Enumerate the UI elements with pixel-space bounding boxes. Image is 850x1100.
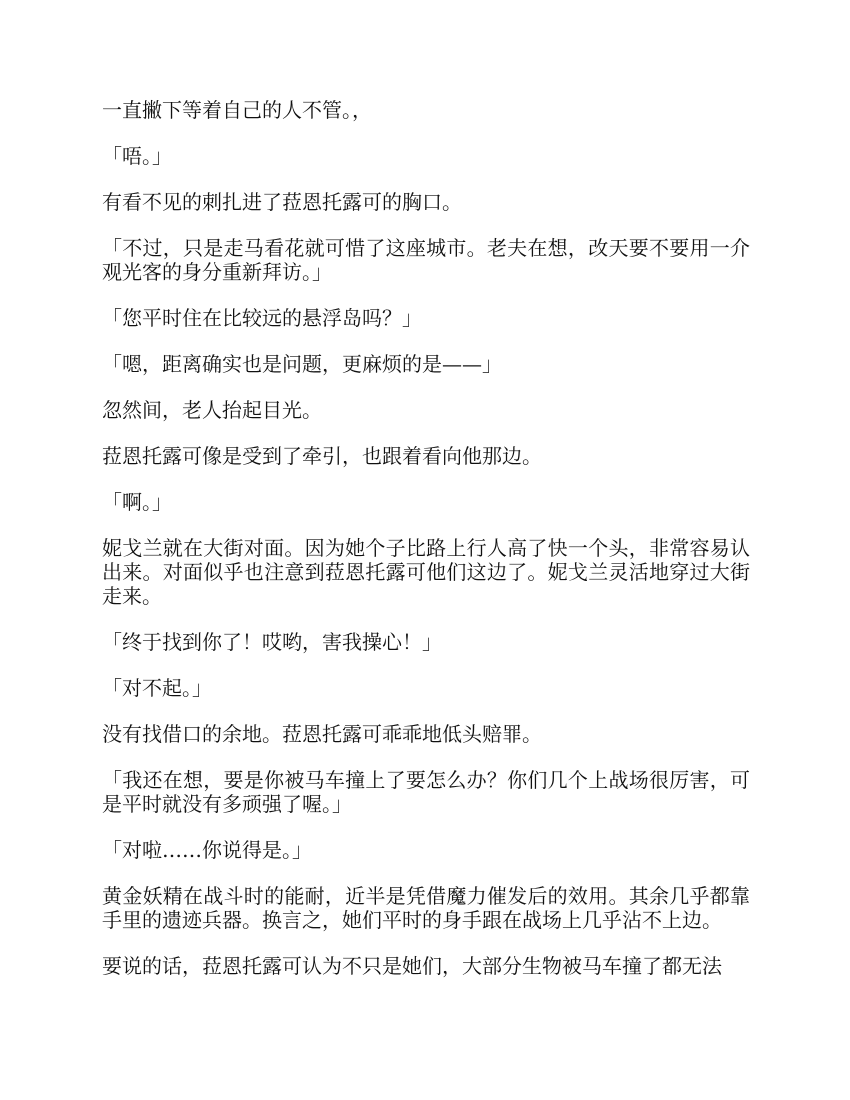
document-page	[102, 98, 750, 1000]
paragraph: 「终于找到你了！哎哟，害我操心！」	[102, 630, 442, 654]
paragraph: 「对不起。」	[102, 676, 212, 700]
paragraph: 有看不见的刺扎进了菈恩托露可的胸口。	[102, 190, 462, 214]
paragraph: 「对啦……你说得是。」	[102, 838, 312, 862]
paragraph: 忽然间，老人抬起目光。	[102, 398, 322, 422]
paragraph: 「嗯，距离确实也是问题，更麻烦的是——」	[102, 352, 502, 376]
paragraph: 「啊。」	[102, 490, 172, 514]
paragraph: 「我还在想，要是你被马车撞上了要怎么办？你们几个上战场很厉害，可是平时就没有多顽强了喔。」	[102, 768, 750, 816]
paragraph: 「唔。」	[102, 144, 172, 168]
paragraph: 「您平时住在比较远的悬浮岛吗？」	[102, 306, 422, 330]
paragraph: 妮戈兰就在大街对面。因为她个子比路上行人高了快一个头，非常容易认出来。对面似乎也注意到菈恩托露可他们这边了。妮戈兰灵活地穿过大街走来。	[102, 536, 750, 608]
paragraph: 菈恩托露可像是受到了牵引，也跟着看向他那边。	[102, 444, 542, 468]
paragraph: 「不过，只是走马看花就可惜了这座城市。老夫在想，改天要不要用一介观光客的身分重新拜访。」	[102, 236, 750, 284]
paragraph: 黄金妖精在战斗时的能耐，近半是凭借魔力催发后的效用。其余几乎都靠手里的遗迹兵器。换言之，她们平时的身手跟在战场上几乎沾不上边。	[102, 884, 750, 932]
paragraph: 没有找借口的余地。菈恩托露可乖乖地低头赔罪。	[102, 722, 542, 746]
paragraph: 一直撇下等着自己的人不管。，	[102, 98, 372, 122]
paragraph: 要说的话，菈恩托露可认为不只是她们，大部分生物被马车撞了都无法	[102, 954, 722, 978]
